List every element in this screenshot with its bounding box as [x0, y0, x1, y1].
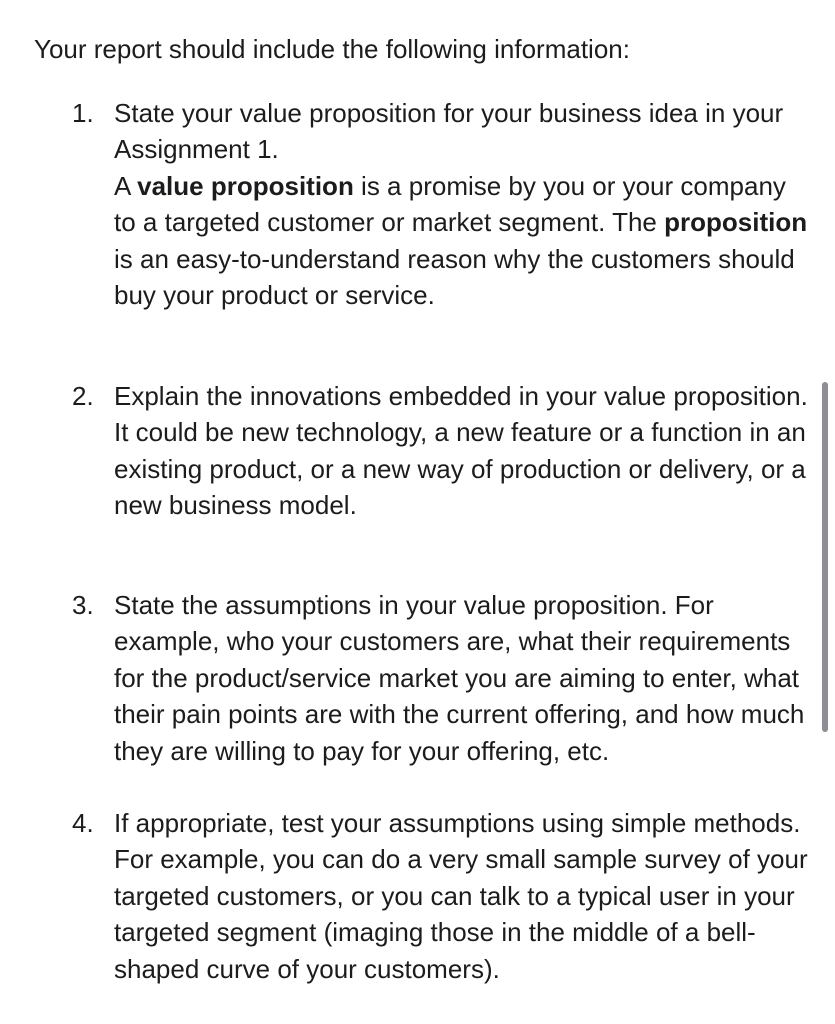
- definition-text: is a promise by you or your company to a targeted customer or market segment. The: [114, 170, 786, 238]
- list-number: 3.: [72, 590, 94, 620]
- list-number: 4.: [72, 808, 94, 838]
- list-item-4: [72, 805, 812, 987]
- list-item-2: [72, 378, 812, 524]
- vertical-scrollbar[interactable]: [822, 382, 828, 732]
- bold-term-value-proposition: value proposition: [137, 170, 354, 201]
- list-item-body: [114, 95, 812, 313]
- intro-text: Your report should include the following information:: [34, 34, 630, 64]
- bold-term-proposition: proposition: [664, 207, 808, 238]
- list-number: 2.: [72, 381, 94, 411]
- definition-text: A: [114, 170, 138, 201]
- list-number: 1.: [72, 98, 94, 128]
- item-1-definition: [114, 168, 812, 314]
- list-item-3: [72, 587, 812, 769]
- definition-text: is an easy-to-understand reason why the customers should buy your product or service.: [114, 243, 795, 311]
- list-item-1: [72, 95, 812, 313]
- list-item-body: State the assumptions in your value proposition. For example, who your customers are, what their requirements for the product/service market you are aiming to enter, what their pain points are with the current offering, and how much they are willing to pay for your offering, etc.: [114, 590, 805, 766]
- list-item-body: Explain the innovations embedded in your value proposition. It could be new technology, a new feature or a function in an existing product, or a new way of production or delivery, or a new business model.: [114, 381, 808, 521]
- list-item-body: If appropriate, test your assumptions using simple methods. For example, you can do a very small sample survey of your targeted customers, or you can talk to a typical user in your targeted segment (imaging those in the middle of a bell-shaped curve of your customers).: [114, 808, 808, 984]
- item-1-instruction: State your value proposition for your business idea in your Assignment 1.: [114, 98, 784, 165]
